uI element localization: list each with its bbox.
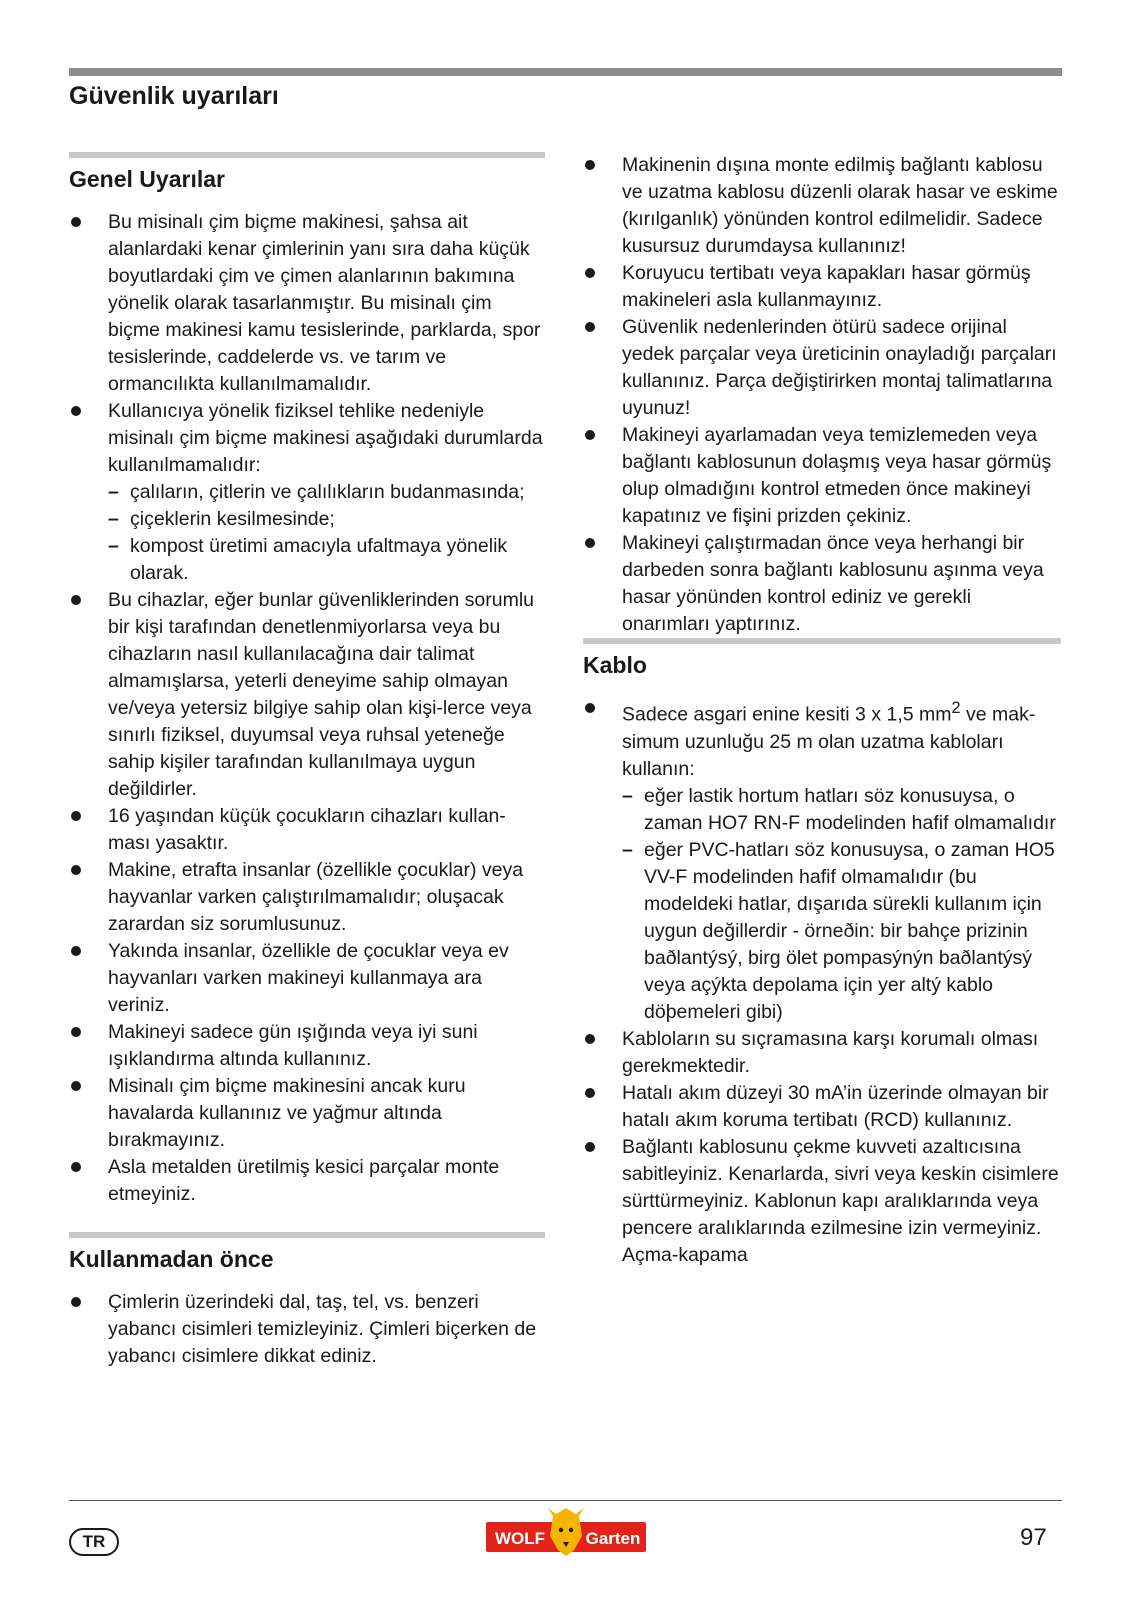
section-rule (69, 152, 545, 158)
superscript: 2 (951, 699, 961, 717)
kullanmadan-list (69, 1289, 545, 1370)
dash-icon: – (622, 784, 633, 807)
section-title-kullanmadan: Kullanmadan önce (69, 1246, 274, 1272)
section-genel-uyarilar (69, 152, 545, 1208)
dash-icon: – (622, 838, 633, 861)
bullet-icon (585, 268, 595, 278)
bullet-icon (585, 322, 595, 332)
item-text: Bu misinalı çim biçme makinesi, şahsa ait alanlardaki kenar çimlerinin yanı sıra daha küçük boyutlardaki çim ve çimen alanlarının bakımına yönelik olarak tasarlanmıştır. Bu misinalı çim biçme makinesi kamu tesislerinde, parklarda, spor tesislerinde, caddelerde vs. ve tarım ve ormancılıkta kullanılmamalıdır. (108, 211, 541, 395)
list-item (69, 587, 545, 803)
right-top-list (583, 152, 1061, 638)
page-title: Güvenlik uyarıları (69, 82, 279, 110)
list-item (583, 152, 1061, 260)
item-text: 16 yaşından küçük çocukların cihazları kullan-ması yasaktır. (108, 805, 506, 854)
bullet-icon (71, 1027, 81, 1037)
bullet-icon (71, 1081, 81, 1091)
list-item (583, 1026, 1061, 1080)
section-rule (69, 1232, 545, 1238)
sub-list-item (108, 533, 545, 587)
list-item (69, 209, 545, 398)
bullet-icon (585, 160, 595, 170)
bullet-icon (585, 538, 595, 548)
bullet-icon (71, 1162, 81, 1172)
dash-icon: – (108, 535, 119, 557)
logo-text-left: WOLF (494, 1529, 546, 1548)
wolf-garten-logo (486, 1506, 646, 1560)
bullet-icon (71, 946, 81, 956)
footer-rule (69, 1500, 1062, 1501)
item-text: Asla metalden üretilmiş kesici parçalar monte etmeyiniz. (108, 1156, 500, 1205)
logo-text-right: Garten (585, 1529, 641, 1548)
kablo-list (583, 695, 1061, 1269)
bullet-icon (585, 703, 595, 713)
sub-list-item (622, 783, 1061, 837)
item-text: Güvenlik nedenlerinden ötürü sadece orijinal yedek parçalar veya üreticinin onayladığı parçaları kullanınız. Parça değiştirirken montaj talimatlarına uyunuz! (622, 316, 1057, 419)
item-text: Kullanıcıya yönelik fiziksel tehlike nedeniyle misinalı çim biçme makinesi aşağıdaki durumlarda kullanılmamalıdır: (108, 400, 543, 476)
fox-ear-icon (576, 1508, 584, 1516)
list-item (583, 530, 1061, 638)
dash-icon: – (108, 481, 119, 503)
list-item (69, 803, 545, 857)
sub-list-item (108, 506, 545, 533)
list-item (583, 422, 1061, 530)
sub-list (622, 783, 1061, 1026)
item-text: Makineyi ayarlamadan veya temizlemeden veya bağlantı kablosunun dolaşmış veya hasar görmüş olup olmadığını kontrol etmeden önce makineyi kapatınız ve fişini prizden çekiniz. (622, 424, 1052, 527)
bullet-icon (71, 1297, 81, 1307)
sub-list (108, 479, 545, 587)
sub-item-text: çalıların, çitlerin ve çalılıkların budanmasında; (130, 481, 525, 503)
bullet-icon (585, 430, 595, 440)
list-item (583, 260, 1061, 314)
item-text: Yakında insanlar, özellikle de çocuklar veya ev hayvanları varken makineyi kullanmaya ara veriniz. (108, 940, 509, 1016)
list-item (69, 1073, 545, 1154)
item-text: Hatalı akım düzeyi 30 mA’in üzerinde olmayan bir hatalı akım koruma tertibatı (RCD) kullanınız. (622, 1081, 1049, 1131)
section-rule (583, 638, 1061, 644)
fox-eye-icon (569, 1528, 573, 1532)
bullet-icon (71, 595, 81, 605)
left-column (69, 152, 545, 1394)
fox-ear-icon (548, 1508, 556, 1516)
section-kablo (583, 638, 1061, 1269)
section-kullanmadan-once (69, 1232, 545, 1370)
section-title-genel: Genel Uyarılar (69, 166, 225, 192)
dash-icon: – (108, 508, 119, 530)
bullet-icon (585, 1088, 595, 1098)
bullet-icon (71, 811, 81, 821)
sub-item-text: eğer lastik hortum hatları söz konusuysa, o zaman HO7 RN-F modelinden hafif olmamalıdır (644, 784, 1056, 834)
page-number: 97 (1020, 1524, 1047, 1551)
list-item (69, 1019, 545, 1073)
item-text: Makine, etrafta insanlar (özellikle çocuklar) veya hayvanlar varken çalıştırılmamalıdır; oluşacak zarardan siz sorumlusunuz. (108, 859, 524, 935)
bullet-icon (71, 406, 81, 416)
item-text: Makineyi sadece gün ışığında veya iyi suni ışıklandırma altında kullanınız. (108, 1021, 478, 1070)
item-text-part: ve mak-simum uzunluğu 25 m olan uzatma kabloları kullanın: (622, 703, 1036, 780)
right-column (583, 152, 1061, 1293)
item-text: Koruyucu tertibatı veya kapakları hasar görmüş makineleri asla kullanmayınız. (622, 262, 1031, 311)
language-badge: TR (69, 1528, 119, 1556)
bullet-icon (585, 1142, 595, 1152)
item-text: Kabloların su sıçramasına karşı korumalı olması gerekmektedir. (622, 1027, 1039, 1077)
list-item (583, 1134, 1061, 1269)
item-text-part: Sadece asgari enine kesiti 3 x 1,5 mm (622, 703, 952, 726)
list-item (69, 398, 545, 587)
list-item (583, 1080, 1061, 1134)
list-item (69, 1289, 545, 1370)
section-title-kablo: Kablo (583, 652, 647, 678)
list-item (583, 695, 1061, 1026)
list-item (583, 314, 1061, 422)
list-item (69, 938, 545, 1019)
item-text: Makineyi çalıştırmadan önce veya herhangi bir darbeden sonra bağlantı kablosunu aşınma veya hasar yönünden kontrol ediniz ve gerekli onarımları yaptırınız. (622, 532, 1044, 635)
fox-eye-icon (559, 1528, 563, 1532)
top-rule (69, 68, 1062, 76)
item-text: Bağlantı kablosunu çekme kuvveti azaltıcısına sabitleyiniz. Kenarlarda, sivri veya keskin cisimlere sürttürmeyiniz. Kablonun kapı aralıklarında veya pencere aralıklarında ezilmesine izin vermeyiniz. Açma-kapama (622, 1135, 1059, 1266)
item-text: Bu cihazlar, eğer bunlar güvenliklerinden sorumlu bir kişi tarafından denetlenmiyorlarsa veya bu cihazların nasıl kullanılacağına dair talimat almamışlarsa, yeterli deneyime sahip olmayan ve/veya yetersiz bilgiye sahip olan kişi-lerce veya sınırlı fiziksel, duyumsal veya ruhsal yeteneğe sahip kişiler tarafından kullanılmaya uygun değildirler. (108, 589, 534, 800)
list-item (69, 1154, 545, 1208)
sub-item-text: eğer PVC-hatları söz konusuysa, o zaman HO5 VV-F modelinden hafif olmamalıdır (bu modeldeki hatlar, dışarıda sürekli kullanım için uygun değillerdir - örneðin: bir bahçe prizinin baðlantýsý, birg ölet pompasýnýn baðlantýsý veya açýkta depolama için yer altý kablo döþemeleri gibi) (644, 838, 1055, 1023)
item-text: Misinalı çim biçme makinesini ancak kuru havalarda kullanınız ve yağmur altında bırakmayınız. (108, 1075, 466, 1151)
sub-item-text: çiçeklerin kesilmesinde; (130, 508, 335, 530)
list-item (69, 857, 545, 938)
sub-list-item (622, 837, 1061, 1026)
item-text: Çimlerin üzerindeki dal, taş, tel, vs. benzeri yabancı cisimleri temizleyiniz. Çimleri biçerken de yabancı cisimlere dikkat ediniz. (108, 1291, 537, 1367)
bullet-icon (71, 865, 81, 875)
bullet-icon (71, 217, 81, 227)
sub-list-item (108, 479, 545, 506)
sub-item-text: kompost üretimi amacıyla ufaltmaya yönelik olarak. (130, 535, 508, 584)
bullet-icon (585, 1034, 595, 1044)
item-text: Makinenin dışına monte edilmiş bağlantı kablosu ve uzatma kablosu düzenli olarak hasar ve eskime (kırılganlık) yönünden kontrol edilmelidir. Sadece kusursuz durumdaysa kullanınız! (622, 154, 1058, 257)
genel-list (69, 209, 545, 1208)
